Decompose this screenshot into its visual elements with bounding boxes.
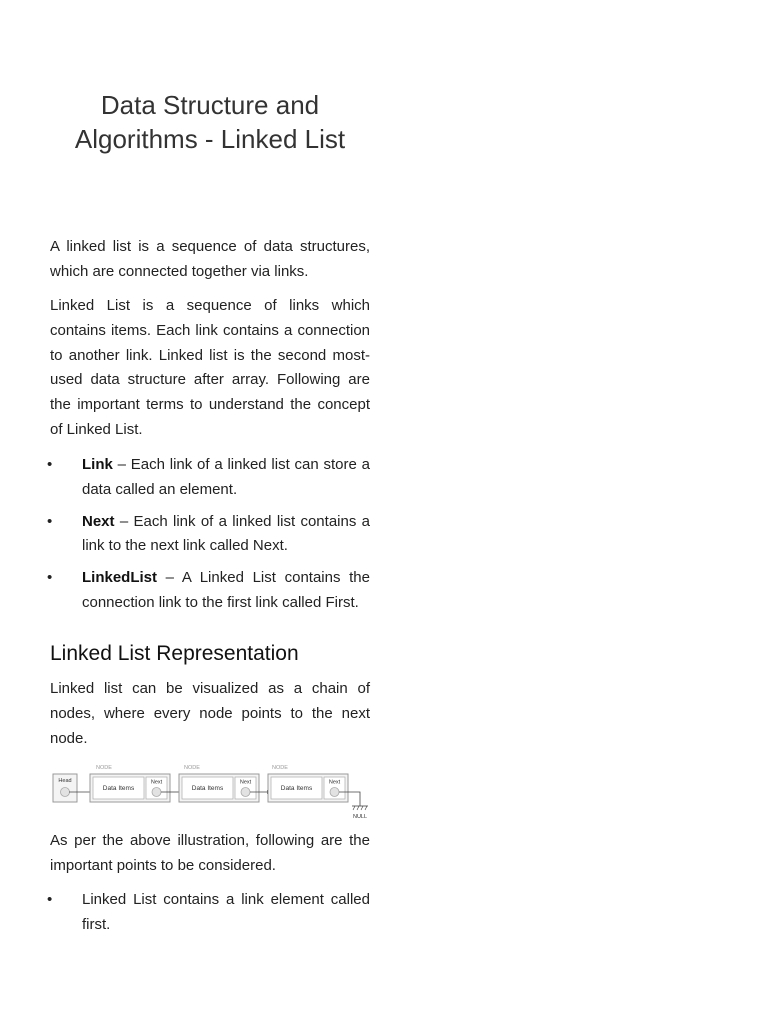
next-label: Next (150, 779, 163, 786)
intro-paragraph: A linked list is a sequence of data structures, which are connected together via links. (50, 238, 370, 280)
term-description: – Each link of a linked list can store a data called an element. (82, 456, 370, 498)
head-label: Head (58, 778, 72, 784)
term-item-link (47, 453, 370, 503)
node-caption: NODE (184, 765, 200, 771)
data-items-label: Data Items (191, 785, 224, 792)
data-items-label: Data Items (102, 785, 135, 792)
node-3 (268, 765, 348, 802)
node-1 (90, 765, 170, 802)
null-label: NULL (352, 814, 368, 820)
term-description: – A Linked List contains the connection link to the first link called First. (82, 569, 370, 611)
bullet-icon: • (47, 569, 53, 587)
null-ground-icon (352, 806, 368, 810)
node-2 (179, 765, 259, 802)
node-caption: NODE (96, 765, 112, 771)
points-intro-paragraph: As per the above illustration, following are the important points to be considered. (50, 832, 370, 874)
term-label: LinkedList (82, 569, 158, 587)
next-label: Next (328, 779, 341, 786)
term-label: Next (82, 512, 115, 530)
head-node (53, 774, 77, 802)
bullet-icon: • (47, 891, 53, 908)
node-caption: NODE (272, 765, 288, 771)
page-title: Data Structure and Algorithms - Linked List (74, 90, 346, 154)
bullet-icon: • (47, 512, 53, 530)
bullet-icon: • (47, 456, 53, 473)
definition-paragraph: Linked List is a sequence of links which contains items. Each link contains a connection to another link. Linked list is the second most-used data structure after array. Following are the important terms to understand the concept of Linked List. (50, 297, 370, 438)
next-label: Next (239, 779, 252, 786)
section-heading: Linked List Representation (50, 642, 299, 665)
point-item (47, 888, 370, 938)
term-label: Link (82, 456, 113, 473)
data-items-label: Data Items (280, 785, 313, 792)
linked-list-diagram (50, 760, 372, 824)
terms-list (47, 453, 370, 616)
representation-paragraph: Linked list can be visualized as a chain of nodes, where every node points to the next node. (50, 680, 370, 747)
term-item-linkedlist (47, 566, 370, 616)
term-description: – Each link of a linked list contains a link to the next link called Next. (82, 512, 370, 555)
term-item-next (47, 510, 370, 560)
points-list (47, 888, 370, 938)
point-text: Linked List contains a link element called first. (82, 891, 370, 933)
